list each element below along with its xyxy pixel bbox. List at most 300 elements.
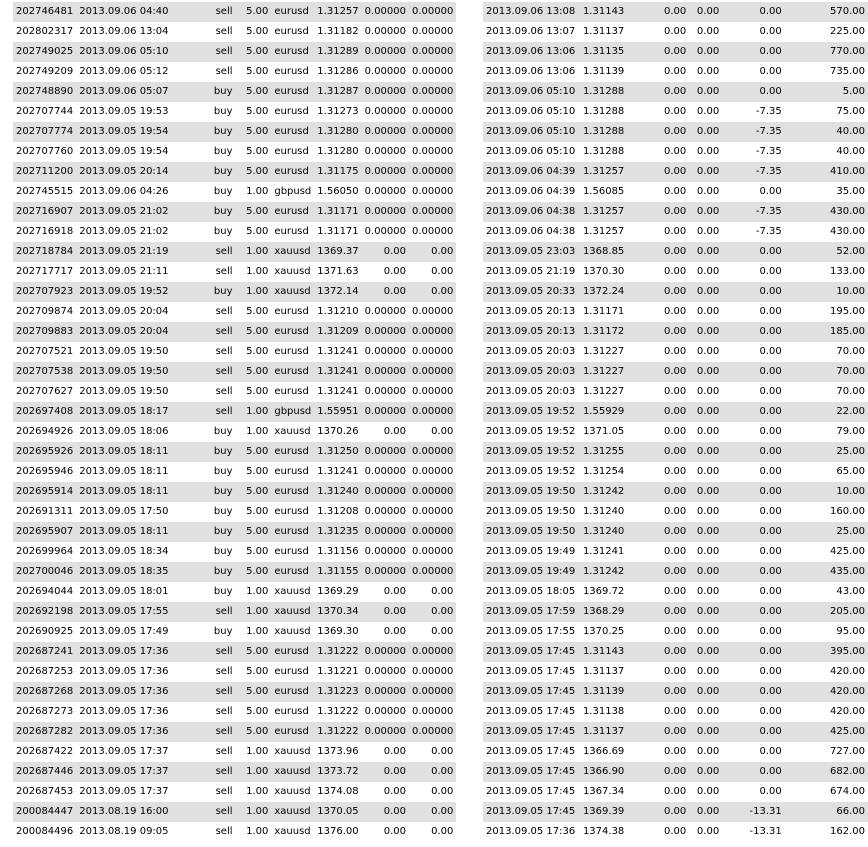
taxes-cell: 0.00 (689, 682, 722, 702)
taxes-cell: 0.00 (696, 26, 720, 37)
profit-cell: 43.00 (836, 586, 865, 597)
close-time-cell: 2013.09.05 19:52 (485, 426, 576, 437)
stop-loss-cell: 0.00 (362, 602, 409, 622)
take-profit-cell: 0.00000 (412, 66, 454, 77)
close-price-cell: 1.31257 (582, 226, 625, 237)
stop-loss-cell: 0.00 (383, 746, 407, 757)
taxes-cell: 0.00 (696, 626, 720, 637)
trade-row (13, 62, 868, 82)
ticket-cell: 202695926 (13, 442, 76, 462)
close-time-cell: 2013.09.06 04:38 (483, 202, 580, 222)
take-profit-cell: 0.00000 (412, 666, 454, 677)
profit-cell: 10.00 (785, 282, 868, 302)
type-cell: buy (176, 122, 235, 142)
swap-cell: -7.35 (722, 162, 785, 182)
open-time-cell: 2013.09.05 20:04 (76, 322, 176, 342)
open-time-cell: 2013.09.06 05:12 (79, 66, 169, 77)
commission-cell: 0.00 (630, 802, 689, 822)
open-time-cell: 2013.09.05 20:04 (79, 306, 169, 317)
size-cell: 5.00 (246, 506, 269, 517)
taxes-cell: 0.00 (689, 2, 722, 22)
stop-loss-cell: 0.00000 (364, 226, 407, 237)
open-time-cell: 2013.09.05 21:02 (76, 202, 176, 222)
item-cell: gbpusd (271, 402, 314, 422)
size-cell: 1.00 (236, 402, 272, 422)
type-cell: buy (176, 482, 235, 502)
stop-loss-cell: 0.00 (362, 282, 409, 302)
profit-cell: 79.00 (836, 426, 865, 437)
size-cell: 5.00 (246, 26, 269, 37)
ticket-cell: 202709883 (13, 322, 76, 342)
trade-row (13, 722, 868, 742)
item-cell: xauusd (274, 426, 311, 437)
stop-loss-cell: 0.00000 (364, 546, 407, 557)
open-price-cell: 1.55951 (314, 402, 361, 422)
size-cell: 1.00 (246, 266, 269, 277)
swap-cell: 0.00 (759, 26, 782, 37)
stop-loss-cell: 0.00000 (362, 522, 409, 542)
size-cell: 1.00 (246, 826, 269, 837)
trade-row (13, 122, 868, 142)
open-price-cell: 1.31171 (317, 226, 359, 237)
commission-cell: 0.00 (630, 162, 689, 182)
spacer-cell (456, 722, 483, 742)
close-price-cell: 1.31137 (580, 722, 630, 742)
take-profit-cell: 0.00000 (409, 402, 456, 422)
open-price-cell: 1.31221 (317, 666, 359, 677)
taxes-cell: 0.00 (696, 346, 720, 357)
type-cell: buy (213, 586, 233, 597)
trade-row (13, 402, 868, 422)
stop-loss-cell: 0.00000 (364, 346, 407, 357)
close-price-cell: 1.31143 (580, 642, 630, 662)
ticket-cell: 202707760 (16, 146, 74, 157)
spacer-cell (456, 622, 483, 642)
spacer-cell (456, 482, 483, 502)
type-cell: buy (176, 442, 235, 462)
spacer-cell (456, 302, 483, 322)
size-cell: 5.00 (236, 162, 272, 182)
close-price-cell: 1.31171 (582, 306, 625, 317)
item-cell: eurusd (274, 226, 309, 237)
size-cell: 5.00 (236, 82, 272, 102)
open-price-cell: 1372.14 (314, 282, 361, 302)
swap-cell: 0.00 (759, 546, 782, 557)
spacer-cell (456, 382, 483, 402)
profit-cell: 66.00 (785, 802, 868, 822)
stop-loss-cell: 0.00000 (364, 706, 407, 717)
spacer-cell (456, 702, 483, 722)
spacer-cell (456, 362, 483, 382)
ticket-cell: 202695914 (13, 482, 76, 502)
taxes-cell: 0.00 (696, 746, 720, 757)
swap-cell: 0.00 (722, 722, 785, 742)
open-time-cell: 2013.09.05 18:11 (76, 442, 176, 462)
type-cell: sell (176, 402, 235, 422)
close-price-cell: 1.31137 (582, 666, 625, 677)
ticket-cell: 202687241 (13, 642, 76, 662)
commission-cell: 0.00 (664, 586, 687, 597)
open-time-cell: 2013.09.05 20:14 (76, 162, 176, 182)
open-price-cell: 1.31156 (317, 546, 359, 557)
open-price-cell: 1.31273 (317, 106, 359, 117)
swap-cell: 0.00 (759, 506, 782, 517)
commission-cell: 0.00 (664, 506, 687, 517)
open-price-cell: 1.31241 (317, 346, 359, 357)
close-time-cell: 2013.09.05 17:45 (485, 666, 576, 677)
open-price-cell: 1.31241 (317, 466, 359, 477)
swap-cell: -13.31 (749, 826, 782, 837)
close-price-cell: 1.31240 (582, 506, 625, 517)
spacer-cell (456, 322, 483, 342)
type-cell: sell (176, 602, 235, 622)
trade-row (13, 82, 868, 102)
close-price-cell: 1.31242 (580, 562, 630, 582)
take-profit-cell: 0.00 (431, 786, 454, 797)
type-cell: buy (176, 202, 235, 222)
stop-loss-cell: 0.00000 (364, 106, 407, 117)
close-price-cell: 1.31240 (580, 522, 630, 542)
open-time-cell: 2013.09.05 17:36 (76, 642, 176, 662)
open-time-cell: 2013.09.05 18:34 (79, 546, 169, 557)
trade-row (13, 542, 868, 562)
commission-cell: 0.00 (630, 122, 689, 142)
swap-cell: -7.35 (755, 146, 782, 157)
size-cell: 5.00 (246, 666, 269, 677)
swap-cell: 0.00 (722, 762, 785, 782)
size-cell: 5.00 (246, 386, 269, 397)
spacer-cell (456, 282, 483, 302)
item-cell: eurusd (271, 2, 314, 22)
spacer-cell (456, 682, 483, 702)
ticket-cell: 202711200 (13, 162, 76, 182)
stop-loss-cell: 0.00000 (364, 466, 407, 477)
size-cell: 5.00 (236, 562, 272, 582)
open-time-cell: 2013.09.06 13:04 (79, 26, 169, 37)
open-price-cell: 1369.30 (317, 626, 359, 637)
open-price-cell: 1.31155 (314, 562, 361, 582)
profit-cell: 727.00 (830, 746, 865, 757)
trade-row (13, 782, 868, 802)
trade-row (13, 102, 868, 122)
type-cell: buy (176, 282, 235, 302)
swap-cell: 0.00 (722, 402, 785, 422)
take-profit-cell: 0.00000 (412, 546, 454, 557)
spacer-cell (456, 22, 483, 42)
open-time-cell: 2013.09.05 18:06 (79, 426, 169, 437)
profit-cell: 25.00 (785, 442, 868, 462)
close-time-cell: 2013.09.05 20:13 (483, 322, 580, 342)
profit-cell: 10.00 (785, 482, 868, 502)
size-cell: 5.00 (246, 706, 269, 717)
profit-cell: 70.00 (836, 346, 865, 357)
stop-loss-cell: 0.00000 (364, 66, 407, 77)
open-time-cell: 2013.09.05 17:37 (79, 786, 169, 797)
commission-cell: 0.00 (664, 706, 687, 717)
trade-row (13, 142, 868, 162)
open-price-cell: 1369.29 (317, 586, 359, 597)
close-time-cell: 2013.09.05 17:45 (483, 642, 580, 662)
open-price-cell: 1373.72 (314, 762, 361, 782)
ticket-cell: 202707744 (16, 106, 74, 117)
size-cell: 5.00 (236, 362, 272, 382)
spacer-cell (456, 342, 483, 362)
ticket-cell: 202748890 (13, 82, 76, 102)
stop-loss-cell: 0.00 (383, 586, 407, 597)
close-price-cell: 1.31255 (580, 442, 630, 462)
type-cell: buy (213, 626, 233, 637)
take-profit-cell: 0.00000 (409, 642, 456, 662)
open-price-cell: 1370.26 (317, 426, 359, 437)
profit-cell: 75.00 (836, 106, 865, 117)
close-time-cell: 2013.09.05 23:03 (483, 242, 580, 262)
taxes-cell: 0.00 (696, 506, 720, 517)
item-cell: eurusd (274, 106, 309, 117)
type-cell: sell (215, 266, 233, 277)
trade-row (13, 602, 868, 622)
close-price-cell: 1.31227 (582, 346, 625, 357)
item-cell: xauusd (274, 626, 311, 637)
profit-cell: 682.00 (785, 762, 868, 782)
commission-cell: 0.00 (630, 282, 689, 302)
taxes-cell: 0.00 (689, 322, 722, 342)
ticket-cell: 202687253 (16, 666, 74, 677)
close-time-cell: 2013.09.06 04:39 (483, 162, 580, 182)
stop-loss-cell: 0.00000 (362, 402, 409, 422)
trade-row (13, 442, 868, 462)
open-time-cell: 2013.09.05 18:11 (76, 522, 176, 542)
open-price-cell: 1.31208 (317, 506, 359, 517)
spacer-cell (456, 142, 483, 162)
taxes-cell: 0.00 (689, 402, 722, 422)
ticket-cell: 202802317 (16, 26, 74, 37)
swap-cell: 0.00 (722, 682, 785, 702)
taxes-cell: 0.00 (689, 562, 722, 582)
take-profit-cell: 0.00 (431, 586, 454, 597)
trade-row (13, 282, 868, 302)
close-price-cell: 1.31288 (582, 106, 625, 117)
taxes-cell: 0.00 (696, 786, 720, 797)
close-time-cell: 2013.09.06 05:10 (485, 106, 576, 117)
profit-cell: 162.00 (830, 826, 865, 837)
commission-cell: 0.00 (664, 826, 687, 837)
spacer-cell (456, 762, 483, 782)
stop-loss-cell: 0.00000 (362, 322, 409, 342)
size-cell: 5.00 (246, 346, 269, 357)
open-time-cell: 2013.09.05 17:49 (79, 626, 169, 637)
taxes-cell: 0.00 (689, 202, 722, 222)
close-price-cell: 1368.29 (580, 602, 630, 622)
close-price-cell: 1369.39 (580, 802, 630, 822)
spacer-cell (456, 182, 483, 202)
type-cell: sell (215, 826, 233, 837)
take-profit-cell: 0.00 (409, 802, 456, 822)
swap-cell: 0.00 (722, 642, 785, 662)
ticket-cell: 202691311 (16, 506, 74, 517)
open-price-cell: 1.31182 (317, 26, 359, 37)
ticket-cell: 200084447 (13, 802, 76, 822)
profit-cell: 674.00 (830, 786, 865, 797)
taxes-cell: 0.00 (696, 226, 720, 237)
stop-loss-cell: 0.00000 (362, 202, 409, 222)
spacer-cell (456, 822, 483, 842)
type-cell: sell (176, 722, 235, 742)
open-time-cell: 2013.09.05 19:54 (76, 122, 176, 142)
close-time-cell: 2013.09.05 17:45 (483, 722, 580, 742)
open-price-cell: 1.31250 (314, 442, 361, 462)
trade-row (13, 582, 868, 602)
item-cell: eurusd (274, 706, 309, 717)
item-cell: eurusd (274, 306, 309, 317)
commission-cell: 0.00 (664, 66, 687, 77)
trade-row (13, 202, 868, 222)
commission-cell: 0.00 (630, 202, 689, 222)
swap-cell: 0.00 (722, 482, 785, 502)
close-time-cell: 2013.09.05 17:36 (485, 826, 576, 837)
item-cell: eurusd (271, 682, 314, 702)
trade-row (13, 682, 868, 702)
close-price-cell: 1.31139 (580, 682, 630, 702)
open-time-cell: 2013.09.05 19:53 (79, 106, 169, 117)
ticket-cell: 202745515 (16, 186, 74, 197)
ticket-cell: 202690925 (16, 626, 74, 637)
commission-cell: 0.00 (630, 442, 689, 462)
item-cell: eurusd (271, 562, 314, 582)
take-profit-cell: 0.00 (409, 762, 456, 782)
taxes-cell: 0.00 (696, 706, 720, 717)
commission-cell: 0.00 (664, 426, 687, 437)
ticket-cell: 202687453 (16, 786, 74, 797)
type-cell: sell (215, 786, 233, 797)
close-time-cell: 2013.09.06 04:39 (485, 186, 576, 197)
taxes-cell: 0.00 (696, 386, 720, 397)
take-profit-cell: 0.00000 (409, 482, 456, 502)
open-time-cell: 2013.09.05 17:37 (76, 762, 176, 782)
item-cell: eurusd (271, 82, 314, 102)
take-profit-cell: 0.00000 (409, 322, 456, 342)
close-time-cell: 2013.09.05 20:13 (485, 306, 576, 317)
open-time-cell: 2013.09.06 04:40 (76, 2, 176, 22)
open-price-cell: 1371.63 (317, 266, 359, 277)
profit-cell: 195.00 (830, 306, 865, 317)
type-cell: buy (213, 106, 233, 117)
spacer-cell (456, 522, 483, 542)
swap-cell: 0.00 (722, 442, 785, 462)
item-cell: eurusd (271, 322, 314, 342)
type-cell: buy (213, 146, 233, 157)
profit-cell: 65.00 (836, 466, 865, 477)
commission-cell: 0.00 (630, 602, 689, 622)
type-cell: sell (176, 642, 235, 662)
open-price-cell: 1.31222 (314, 722, 361, 742)
trade-row (13, 462, 868, 482)
open-price-cell: 1.31175 (314, 162, 361, 182)
close-price-cell: 1370.30 (582, 266, 625, 277)
trade-row (13, 302, 868, 322)
taxes-cell: 0.00 (689, 762, 722, 782)
type-cell: sell (176, 682, 235, 702)
trade-row (13, 762, 868, 782)
take-profit-cell: 0.00000 (409, 122, 456, 142)
size-cell: 1.00 (236, 762, 272, 782)
close-time-cell: 2013.09.05 19:50 (483, 482, 580, 502)
profit-cell: 435.00 (785, 562, 868, 582)
close-time-cell: 2013.09.06 05:10 (483, 122, 580, 142)
swap-cell: 0.00 (759, 66, 782, 77)
close-time-cell: 2013.09.05 17:45 (485, 786, 576, 797)
open-price-cell: 1.31209 (314, 322, 361, 342)
open-time-cell: 2013.09.05 19:54 (79, 146, 169, 157)
ticket-cell: 202687268 (13, 682, 76, 702)
ticket-cell: 202697408 (13, 402, 76, 422)
ticket-cell: 202687446 (13, 762, 76, 782)
taxes-cell: 0.00 (689, 642, 722, 662)
take-profit-cell: 0.00000 (412, 186, 454, 197)
trade-row (13, 422, 868, 442)
size-cell: 1.00 (236, 802, 272, 822)
trade-row (13, 502, 868, 522)
open-time-cell: 2013.09.05 21:11 (79, 266, 169, 277)
trade-row (13, 702, 868, 722)
trade-row (13, 562, 868, 582)
ticket-cell: 202694044 (16, 586, 74, 597)
trade-row (13, 382, 868, 402)
close-price-cell: 1.31139 (582, 66, 625, 77)
take-profit-cell: 0.00 (431, 426, 454, 437)
swap-cell: 0.00 (722, 322, 785, 342)
item-cell: eurusd (274, 146, 309, 157)
close-time-cell: 2013.09.05 17:45 (483, 802, 580, 822)
stop-loss-cell: 0.00 (383, 786, 407, 797)
close-time-cell: 2013.09.05 19:50 (483, 522, 580, 542)
item-cell: xauusd (274, 746, 311, 757)
ticket-cell: 202700046 (13, 562, 76, 582)
spacer-cell (456, 642, 483, 662)
open-price-cell: 1370.05 (314, 802, 361, 822)
ticket-cell: 202716907 (13, 202, 76, 222)
spacer-cell (456, 562, 483, 582)
take-profit-cell: 0.00000 (409, 82, 456, 102)
taxes-cell: 0.00 (689, 282, 722, 302)
ticket-cell: 202694926 (16, 426, 74, 437)
profit-cell: 95.00 (836, 626, 865, 637)
close-price-cell: 1368.85 (580, 242, 630, 262)
spacer-cell (456, 82, 483, 102)
stop-loss-cell: 0.00 (362, 242, 409, 262)
close-time-cell: 2013.09.05 17:55 (485, 626, 576, 637)
open-price-cell: 1.31235 (314, 522, 361, 542)
profit-cell: 25.00 (785, 522, 868, 542)
size-cell: 5.00 (236, 642, 272, 662)
commission-cell: 0.00 (664, 186, 687, 197)
profit-cell: 420.00 (785, 682, 868, 702)
commission-cell: 0.00 (630, 482, 689, 502)
commission-cell: 0.00 (630, 82, 689, 102)
size-cell: 5.00 (246, 106, 269, 117)
swap-cell: 0.00 (722, 42, 785, 62)
size-cell: 1.00 (246, 786, 269, 797)
commission-cell: 0.00 (664, 346, 687, 357)
open-time-cell: 2013.09.05 17:55 (76, 602, 176, 622)
open-price-cell: 1.31241 (317, 386, 359, 397)
open-price-cell: 1.31280 (314, 122, 361, 142)
profit-cell: 40.00 (836, 146, 865, 157)
size-cell: 1.00 (246, 746, 269, 757)
type-cell: sell (176, 362, 235, 382)
item-cell: eurusd (274, 386, 309, 397)
taxes-cell: 0.00 (696, 106, 720, 117)
swap-cell: 0.00 (722, 522, 785, 542)
